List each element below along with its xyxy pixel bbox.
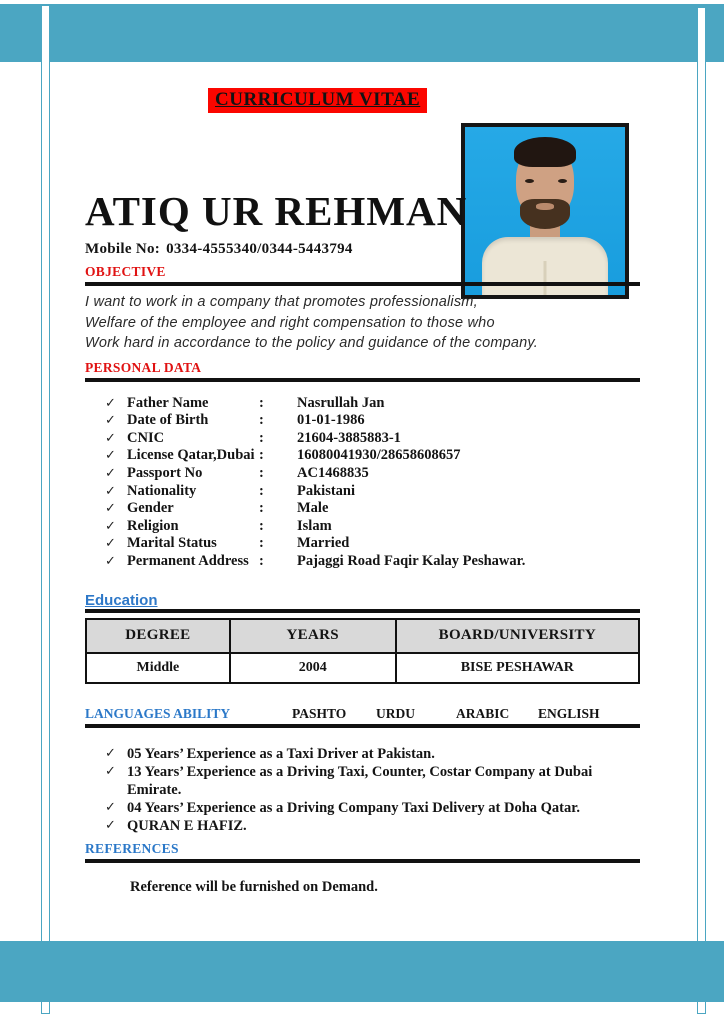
- field-label: Marital Status: [127, 535, 217, 552]
- check-icon: ✓: [105, 518, 116, 534]
- field-label: Religion: [127, 517, 179, 534]
- table-row: [86, 653, 639, 683]
- separator: :: [259, 394, 264, 411]
- field-value: 01-01-1986: [297, 412, 365, 429]
- languages-heading: LANGUAGES ABILITY: [85, 705, 231, 721]
- field-value: 21604-3885883-1: [297, 429, 401, 446]
- field-label: Nationality: [127, 482, 197, 499]
- language-item: ARABIC: [456, 705, 510, 721]
- table-cell: 2004: [230, 653, 396, 683]
- check-icon: ✓: [105, 483, 116, 499]
- objective-line: Work hard in accordance to the policy and guidance of the company.: [85, 335, 539, 352]
- separator: :: [259, 552, 264, 569]
- table-cell: Middle: [86, 653, 230, 683]
- list-item: [105, 553, 640, 571]
- language-item: URDU: [376, 705, 415, 721]
- objective-line: Welfare of the employee and right compensation to those who: [85, 314, 495, 331]
- field-value: Nasrullah Jan: [297, 394, 385, 411]
- cv-content: [85, 88, 640, 896]
- list-item: [105, 535, 640, 553]
- check-icon: ✓: [105, 553, 116, 569]
- objective-heading: OBJECTIVE: [85, 264, 166, 280]
- list-item: [105, 483, 640, 501]
- check-icon: ✓: [105, 536, 116, 552]
- education-table: [85, 618, 640, 684]
- column-header: YEARS: [230, 619, 396, 653]
- separator: :: [259, 447, 264, 464]
- separator: :: [259, 412, 264, 429]
- check-icon: ✓: [105, 745, 116, 761]
- check-icon: ✓: [105, 817, 116, 833]
- top-teal-bar: [0, 4, 724, 62]
- experience-list: [85, 745, 640, 835]
- mobile-line: [85, 241, 640, 258]
- education-rule: [85, 609, 640, 613]
- field-label: Father Name: [127, 394, 209, 411]
- left-vertical-line: [41, 5, 50, 1014]
- field-value: Male: [297, 500, 329, 517]
- mobile-value: 0334-4555340/0344-5443794: [166, 241, 353, 258]
- field-label: CNIC: [127, 429, 165, 446]
- field-label: Passport No: [127, 464, 203, 481]
- list-item: [105, 412, 640, 430]
- field-value: Pakistani: [297, 482, 356, 499]
- field-value: 16080041930/28658608657: [297, 447, 461, 464]
- languages-rule: [85, 724, 640, 728]
- check-icon: ✓: [105, 448, 116, 464]
- separator: :: [259, 517, 264, 534]
- references-rule: [85, 859, 640, 863]
- separator: :: [259, 535, 264, 552]
- list-item: [105, 430, 640, 448]
- check-icon: ✓: [105, 763, 116, 779]
- experience-text: QURAN E HAFIZ.: [127, 817, 247, 834]
- field-value: Pajaggi Road Faqir Kalay Peshawar.: [297, 552, 526, 569]
- objective-text: [85, 292, 640, 354]
- language-item: PASHTO: [292, 705, 347, 721]
- objective-rule: [85, 282, 640, 286]
- separator: :: [259, 429, 264, 446]
- experience-text: 05 Years’ Experience as a Taxi Driver at Pakistan.: [127, 745, 435, 762]
- experience-text: 04 Years’ Experience as a Driving Company Taxi Delivery at Doha Qatar.: [127, 799, 580, 816]
- references-heading: REFERENCES: [85, 840, 179, 856]
- person-name: ATIQ UR REHMAN: [85, 188, 468, 234]
- field-value: Islam: [297, 517, 332, 534]
- field-label: Permanent Address: [127, 552, 249, 569]
- list-item: [105, 395, 640, 413]
- column-header: DEGREE: [86, 619, 230, 653]
- check-icon: ✓: [105, 395, 116, 411]
- references-text: Reference will be furnished on Demand.: [130, 878, 378, 895]
- separator: :: [259, 500, 264, 517]
- personal-data-list: [85, 395, 640, 571]
- list-item: [105, 465, 640, 483]
- check-icon: ✓: [105, 501, 116, 517]
- language-item: ENGLISH: [538, 705, 600, 721]
- bottom-teal-bar: [0, 941, 724, 1002]
- separator: :: [259, 464, 264, 481]
- column-header: BOARD/UNIVERSITY: [396, 619, 639, 653]
- personal-data-rule: [85, 378, 640, 382]
- check-icon: ✓: [105, 465, 116, 481]
- education-heading: Education: [85, 591, 158, 609]
- list-item: [105, 799, 640, 817]
- objective-line: I want to work in a company that promotes professionalism,: [85, 294, 478, 311]
- experience-text: 13 Years’ Experience as a Driving Taxi, Counter, Costar Company at Dubai Emirate.: [127, 763, 593, 798]
- field-value: AC1468835: [297, 464, 369, 481]
- field-label: License Qatar,Dubai: [127, 447, 255, 464]
- field-label: Date of Birth: [127, 412, 209, 429]
- list-item: [105, 500, 640, 518]
- field-label: Gender: [127, 500, 174, 517]
- mobile-label: Mobile No:: [85, 241, 161, 258]
- field-value: Married: [297, 535, 350, 552]
- check-icon: ✓: [105, 413, 116, 429]
- table-cell: BISE PESHAWAR: [396, 653, 639, 683]
- check-icon: ✓: [105, 430, 116, 446]
- right-vertical-line: [697, 7, 706, 1014]
- list-item: [105, 745, 640, 763]
- list-item: [105, 817, 640, 835]
- list-item: [105, 447, 640, 465]
- table-header-row: [86, 619, 639, 653]
- document-title: CURRICULUM VITAE: [208, 88, 427, 113]
- check-icon: ✓: [105, 799, 116, 815]
- list-item: [105, 518, 640, 536]
- languages-row: [85, 706, 640, 722]
- personal-data-heading: PERSONAL DATA: [85, 359, 202, 375]
- list-item: [105, 763, 640, 799]
- separator: :: [259, 482, 264, 499]
